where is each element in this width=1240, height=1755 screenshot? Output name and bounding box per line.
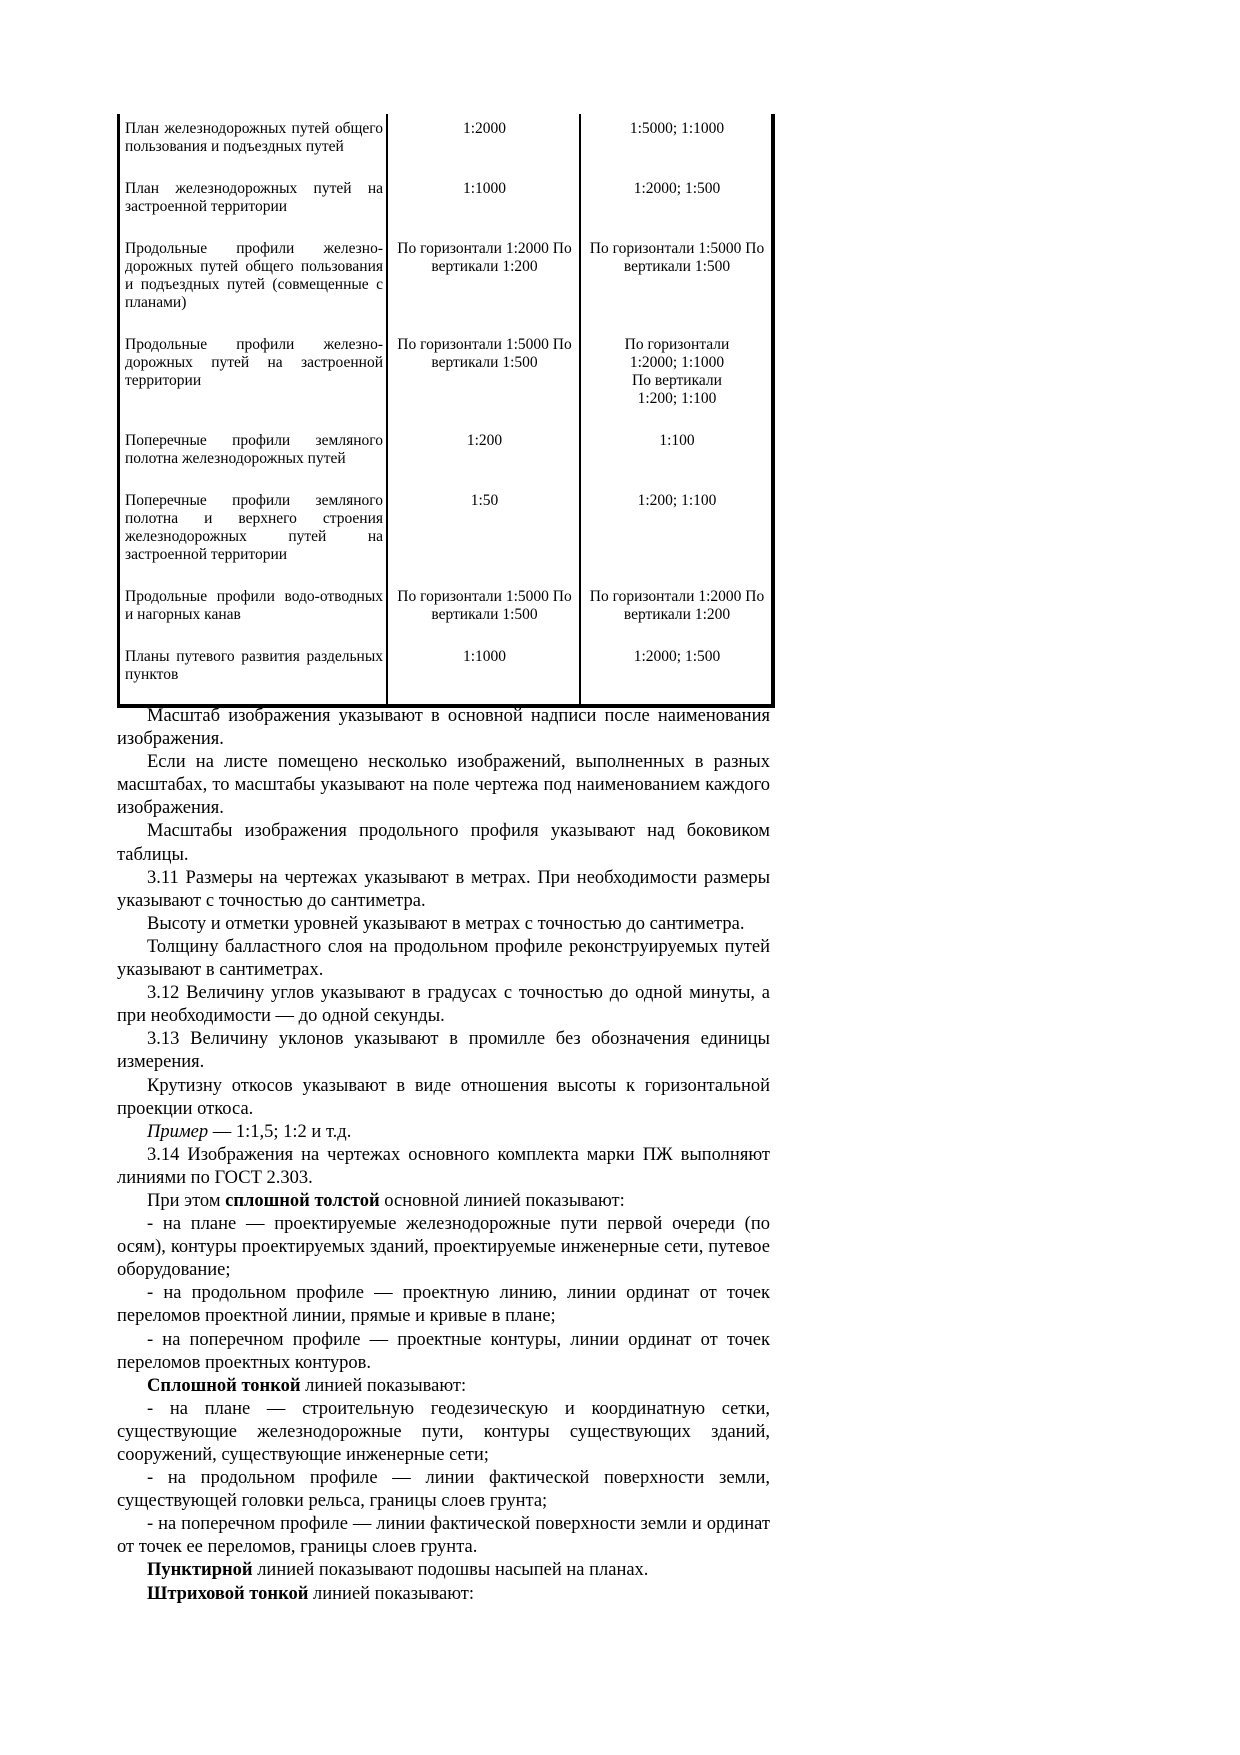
paragraph: Толщину балластного слоя на продольном профиле реконструируемых путей указывают в сантиметрах. <box>117 936 770 981</box>
table-row <box>119 234 774 330</box>
text-run: линией показывают: <box>308 1583 474 1604</box>
alt-scale-cell <box>580 114 773 174</box>
paragraph: - на продольном профиле — линии фактической поверхности земли, существующей головки рельса, границы слоев грунта; <box>117 1468 770 1512</box>
main-scale-cell <box>387 330 580 426</box>
table-row <box>119 426 774 486</box>
main-scale-cell <box>387 114 580 174</box>
main-scale-cell <box>387 174 580 234</box>
paragraph: - на плане — строительную геодезическую и координатную сетки, существующие железнодорожные пути, контуры существующих зданий, сооружений, существующие инженерные сети; <box>117 1398 770 1465</box>
image-type-cell: План железнодорожных путей на застроенной территории <box>119 174 388 234</box>
scale-line: По горизонтали <box>624 336 730 353</box>
table-row <box>119 174 774 234</box>
scale-line: 1:1000 <box>462 180 507 197</box>
scale-line: 1:200 <box>466 432 503 449</box>
alt-scale-cell <box>580 330 773 426</box>
paragraph: - на поперечном профиле — линии фактической поверхности земли и ординат от точек ее переломов, границы слоев грунта. <box>117 1514 770 1558</box>
paragraph <box>117 1190 770 1213</box>
scale-line: 1:50 <box>470 492 499 509</box>
alt-scale-cell <box>580 234 773 330</box>
paragraph <box>117 1375 770 1398</box>
alt-scale-cell <box>580 582 773 642</box>
scale-line: По горизонтали 1:5000 По <box>397 336 572 353</box>
text-run: линией показывают: <box>300 1375 467 1396</box>
scale-line: вертикали 1:200 <box>431 258 538 275</box>
scale-line: 1:1000 <box>462 648 507 665</box>
scale-line: 1:200; 1:100 <box>637 492 717 509</box>
scale-line: По горизонтали 1:2000 По <box>397 240 572 257</box>
table-row <box>119 582 774 642</box>
paragraph: Высоту и отметки уровней указывают в метрах с точностью до сантиметра. <box>147 913 745 934</box>
scale-line: По горизонтали 1:2000 По <box>589 588 765 605</box>
paragraph: 3.13 Величину уклонов указывают в промилле без обозначения единицы измерения. <box>117 1029 770 1073</box>
paragraph: Масштабы изображения продольного профиля указывают над боковиком таблицы. <box>117 821 770 865</box>
scale-table-body <box>119 114 774 706</box>
paragraph <box>117 1559 770 1582</box>
scale-line: вертикали 1:500 <box>431 354 538 371</box>
paragraph <box>117 1583 770 1606</box>
image-type-cell: Продольные профили водо-отводных и нагорных канав <box>119 582 388 642</box>
scale-line: вертикали 1:200 <box>623 606 731 623</box>
alt-scale-cell <box>580 174 773 234</box>
paragraph: 3.12 Величину углов указывают в градусах с точностью до одной минуты, а при необходимости — до одной секунды. <box>117 983 770 1027</box>
scale-line: По горизонтали 1:5000 По <box>589 240 765 257</box>
scale-line: 1:2000; 1:500 <box>633 648 721 665</box>
main-scale-cell <box>387 642 580 706</box>
table-row <box>119 114 774 174</box>
paragraph: - на поперечном профиле — проектные контуры, линии ординат от точек переломов проектных контуров. <box>117 1329 770 1373</box>
table-row <box>119 330 774 426</box>
scale-line: 1:5000; 1:1000 <box>629 120 725 137</box>
scale-line: вертикали 1:500 <box>623 258 731 275</box>
scale-line: 1:2000 <box>462 120 507 137</box>
paragraph: 3.11 Размеры на чертежах указывают в метрах. При необходимости размеры указывают с точностью до сантиметра. <box>117 867 770 911</box>
bold-term: Сплошной тонкой <box>147 1375 301 1396</box>
paragraph: 3.14 Изображения на чертежах основного комплекта марки ПЖ выполняют линиями по ГОСТ 2.303. <box>117 1144 770 1188</box>
scale-line: 1:100 <box>659 432 695 449</box>
text-run: основной линией показывают: <box>379 1190 625 1211</box>
main-scale-cell <box>387 234 580 330</box>
image-type-cell: Поперечные профили земляного полотна железнодорожных путей <box>119 426 388 486</box>
image-type-cell: Продольные профили железно-дорожных путей общего пользования и подъездных путей (совмещенные с планами) <box>119 234 388 330</box>
main-scale-cell <box>387 486 580 582</box>
scale-line: По вертикали <box>632 372 722 389</box>
scale-line: По горизонтали 1:5000 По <box>397 588 572 605</box>
bold-term: Пунктирной <box>147 1560 253 1581</box>
bold-term: сплошной толстой <box>225 1190 380 1211</box>
alt-scale-cell <box>580 642 773 706</box>
paragraph: - на продольном профиле — проектную линию, линии ординат от точек переломов проектной линии, прямые и кривые в плане; <box>117 1283 770 1327</box>
image-type-cell: Продольные профили железно-дорожных путей на застроенной территории <box>119 330 388 426</box>
paragraph: Если на листе помещено несколько изображений, выполненных в разных масштабах, то масштабы указывают на поле чертежа под наименованием каждого изображения. <box>117 752 770 819</box>
example-text: — 1:1,5; 1:2 и т.д. <box>208 1121 352 1142</box>
image-type-cell: Поперечные профили земляного полотна и верхнего строения железнодорожных путей на застроенной территории <box>119 486 388 582</box>
bold-term: Штриховой тонкой <box>147 1583 309 1604</box>
table-row <box>119 486 774 582</box>
image-type-cell: Планы путевого развития раздельных пунктов <box>119 642 388 706</box>
table-row <box>119 642 774 706</box>
alt-scale-cell <box>580 426 773 486</box>
text-run: линией показывают подошвы насыпей на планах. <box>252 1560 649 1581</box>
example-paragraph <box>117 1121 770 1144</box>
alt-scale-cell <box>580 486 773 582</box>
paragraph: - на плане — проектируемые железнодорожные пути первой очереди (по осям), контуры проектируемых зданий, проектируемые инженерные сети, путевое оборудование; <box>117 1214 770 1281</box>
scale-line: вертикали 1:500 <box>431 606 538 623</box>
scale-line: 1:200; 1:100 <box>637 390 717 407</box>
scale-line: 1:2000; 1:500 <box>633 180 721 197</box>
main-scale-cell <box>387 426 580 486</box>
example-label: Пример <box>147 1121 209 1142</box>
paragraph: Масштаб изображения указывают в основной надписи после наименования изображения. <box>117 706 770 750</box>
paragraph: Крутизну откосов указывают в виде отношения высоты к горизонтальной проекции откоса. <box>117 1075 770 1119</box>
scale-line: 1:2000; 1:1000 <box>629 354 725 371</box>
document-body <box>117 705 770 1606</box>
main-scale-cell <box>387 582 580 642</box>
text-run: При этом <box>147 1190 226 1211</box>
image-type-cell: План железнодорожных путей общего пользования и подъездных путей <box>119 114 388 174</box>
scale-table <box>117 114 775 708</box>
